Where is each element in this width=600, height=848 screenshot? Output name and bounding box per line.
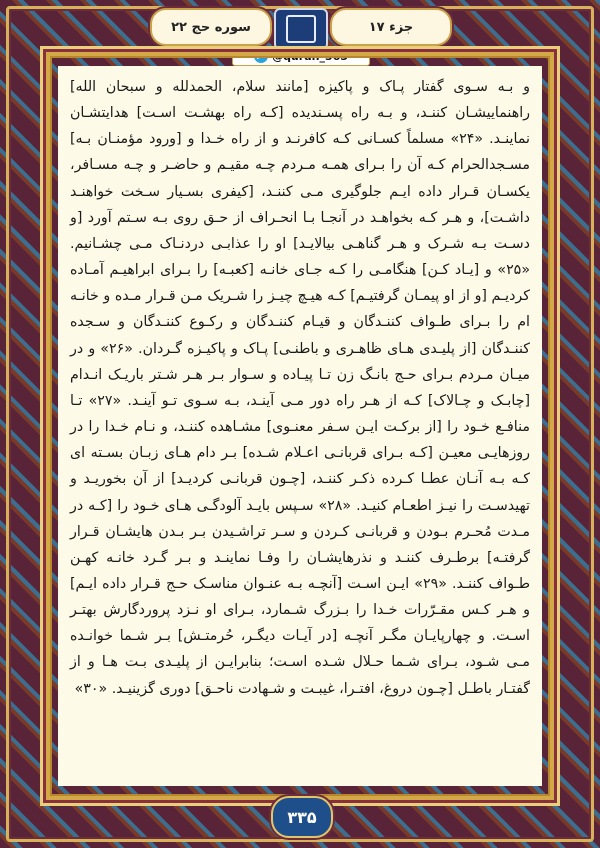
juz-label-cartouche [330,8,452,46]
surah-label-cartouche [150,8,272,46]
text-panel [58,66,542,786]
surah-label: سوره حج ۲۲ [171,19,251,35]
page-number: ۳۳۵ [287,807,317,827]
page-number-badge [271,796,333,838]
channel-handle: @quran_365 [272,49,348,63]
juz-label: جزء ۱۷ [368,19,414,35]
translation-text: و بـه سـوی گفتار پـاک و پاکیزه [مانند سلام، الحمدلله و سبحان الله] راهنماییشـان کننـد، و بـه راه پسـندیده [کـه راه بهشـت اسـت] هدایتشـان نماینـد. «۲۴» مسلماً کسـانی کـه کافرنـد و از راه خـدا و [ورود مؤمنـان بـه] مسـجدالحرام کـه آن را بـرای همـه مـردم چـه مقیـم و حاضـر و چـه مسـافر، یکسـان قـرار داده ایـم جلوگیری مـی کننـد، [کیفری بسـیار سـخت خواهنـد داشـت]، و هـر کـه بخواهـد در آنجـا بـا انحـراف از حـق روی بـه سـتم آورد [و دسـت بـه شـرک و هـر گناهـی بیالایـد] او را عذابـی دردنـاک مـی چشـانیم. «۲۵» و [یـاد کـن] هنگامـی را کـه جـای خانـه [کعبـه] را بـرای ابراهیـم آمـاده کردیـم [و از او پیمـان گرفتیـم] کـه هیـچ چیـز را شـریک مـن قـرار مـده و خانـه ام را بـرای طـواف کننـدگان و قیـام کننـدگان و رکـوع کننـدگان و سـجده کننـدگان [از پلیـدی هـای ظاهـری و باطنـی] پـاک و پاکیـزه گـردان. «۲۶» و در میـان مـردم بـرای حـج بانـگ زن تـا پیـاده و سـوار بـر هـر شـتر باریـک انـدام [چابـک و چـالاک] کـه از هـر راه دور مـی آینـد، بـه سـوی تـو آینـد. «۲۷» تـا منافـع خـود را [از برکـت ایـن سـفر معنـوی] مشـاهده کننـد، و نـام خـدا را در روزهایـی معیـن [کـه بـرای قربانـی اعـلام شـده] بـر دام هـای زبـان بسـته ای کـه بـه آنـان عطـا کـرده ذکـر کننـد، [چـون قربانـی کردیـد] از آن بخوریـد و تهیدسـت را نیـز اطعـام کنیـد. «۲۸» سـپس بایـد آلودگـی هـای خـود را [کـه در مـدت مُحـرم بـودن و قربانـی کـردن و سـر تراشـیدن بـر بـدن هایشـان قـرار گرفتـه] برطـرف کننـد و نذرهایشـان را وفـا نماینـد و بـر گـرد خانـه کهـن طـواف کننـد. «۲۹» ایـن اسـت [آنچـه بـه عنـوان مناسـک حـج قـرار داده ایـم] و هـر کـس مقـرّرات خـدا را بـزرگ شـمارد، بـرای او نـزد پروردگارش بهتـر اسـت. و چهارپایـان مگـر آنچـه [در آیـات دیگـر، حُرمتـش] بـر شـما خوانـده مـی شـود، بـرای شـما حـلال شـده اسـت؛ بنابرایـن از پلیـدی بـت هـا و از گفتـار باطـل [چـون دروغ، افتـرا، غیبـت و شـهادت ناحـق] دوری گزینیـد. «۳۰» [70,79,531,697]
quran-logo-icon [274,8,328,50]
logo-mark [286,15,316,43]
